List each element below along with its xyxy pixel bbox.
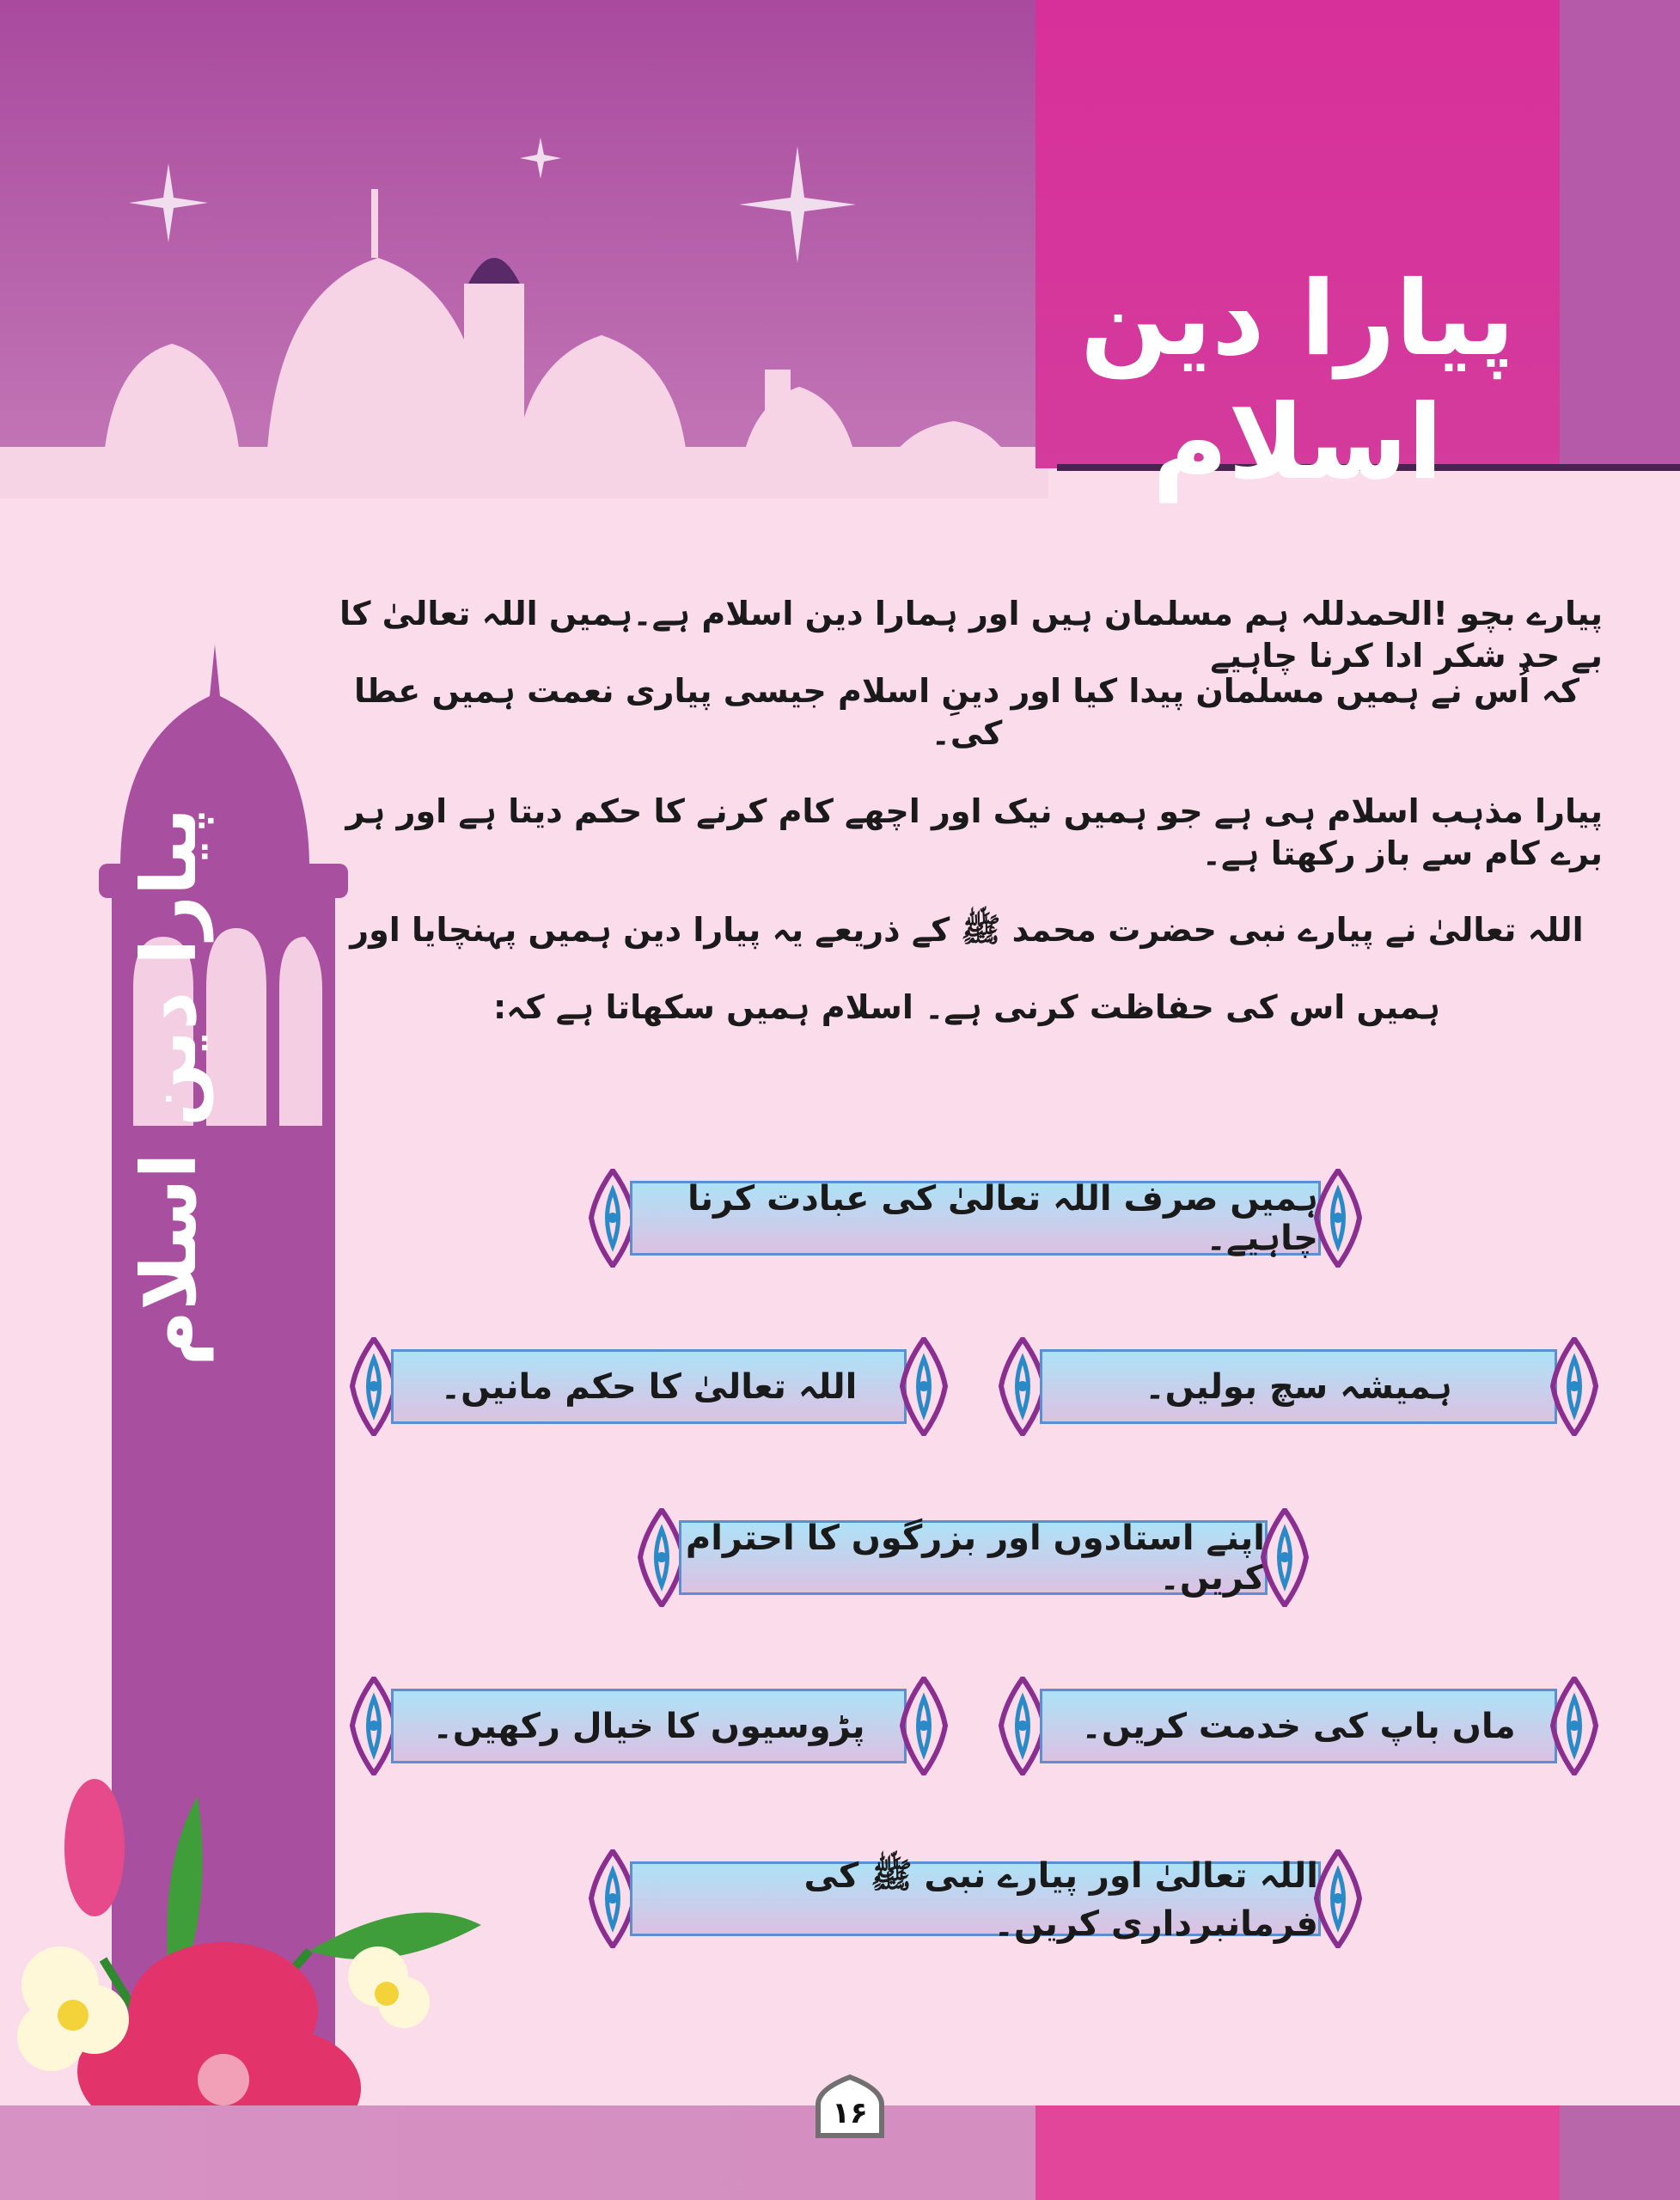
teaching-banner — [583, 1849, 1368, 1948]
ornament-icon — [1544, 1337, 1604, 1436]
teaching-text: ہمیں صرف اللہ تعالیٰ کی عبادت کرنا چاہیے۔ — [630, 1181, 1321, 1256]
header-strip — [1560, 0, 1680, 468]
teaching-text: اللہ تعالیٰ اور پیارے نبی ﷺ کی فرمانبرداری کریں۔ — [630, 1861, 1321, 1936]
footer-panel — [1035, 2105, 1560, 2200]
teaching-banner — [344, 1337, 954, 1436]
teaching-text: ہمیشہ سچ بولیں۔ — [1040, 1349, 1557, 1424]
teaching-text: ماں باپ کی خدمت کریں۔ — [1040, 1689, 1557, 1763]
intro-line-1: پیارے بچو !الحمدللہ ہم مسلمان ہیں اور ہمارا دین اسلام ہے۔ہمیں اللہ تعالیٰ کا بے حد شکر ادا کرنا چاہیے — [339, 595, 1603, 675]
intro-line-2: کہ اُس نے ہمیں مسلمان پیدا کیا اور دینِ اسلام جیسی پیاری نعمت ہمیں عطا کی۔ — [353, 672, 1579, 753]
ornament-icon — [1308, 1169, 1368, 1268]
ornament-icon — [1255, 1508, 1315, 1607]
footer-strip — [1560, 2105, 1680, 2200]
paragraph-3-line-2: ہمیں اس کی حفاظت کرنی ہے۔ اسلام ہمیں سکھاتا ہے کہ: — [492, 988, 1441, 1026]
teaching-text: اپنے استادوں اور بزرگوں کا احترام کریں۔ — [679, 1520, 1268, 1595]
paragraph-2: پیارا مذہب اسلام ہی ہے جو ہمیں نیک اور اچھے کام کرنے کا حکم دیتا ہے اور ہر برے کام سے باز رکھتا ہے۔ — [345, 792, 1603, 873]
paragraph-3-line-1: اللہ تعالیٰ نے پیارے نبی حضرت محمد ﷺ کے ذریعے یہ پیارا دین ہمیں پہنچایا اور — [350, 911, 1584, 949]
teaching-text: اللہ تعالیٰ کا حکم مانیں۔ — [391, 1349, 907, 1424]
page-number: ۱۶ — [832, 2096, 868, 2130]
teaching-banner — [993, 1337, 1604, 1436]
ornament-icon — [894, 1337, 954, 1436]
ornament-icon — [894, 1677, 954, 1775]
teaching-text: پڑوسیوں کا خیال رکھیں۔ — [391, 1689, 907, 1763]
side-title: پیارا دین اسلام — [125, 808, 213, 1366]
teaching-banner — [632, 1508, 1315, 1607]
teaching-banner — [993, 1677, 1604, 1775]
page-title: پیارا دین اسلام — [1080, 260, 1515, 503]
teaching-banner — [583, 1169, 1368, 1268]
ornament-icon — [1308, 1849, 1368, 1948]
ornament-icon — [1544, 1677, 1604, 1775]
